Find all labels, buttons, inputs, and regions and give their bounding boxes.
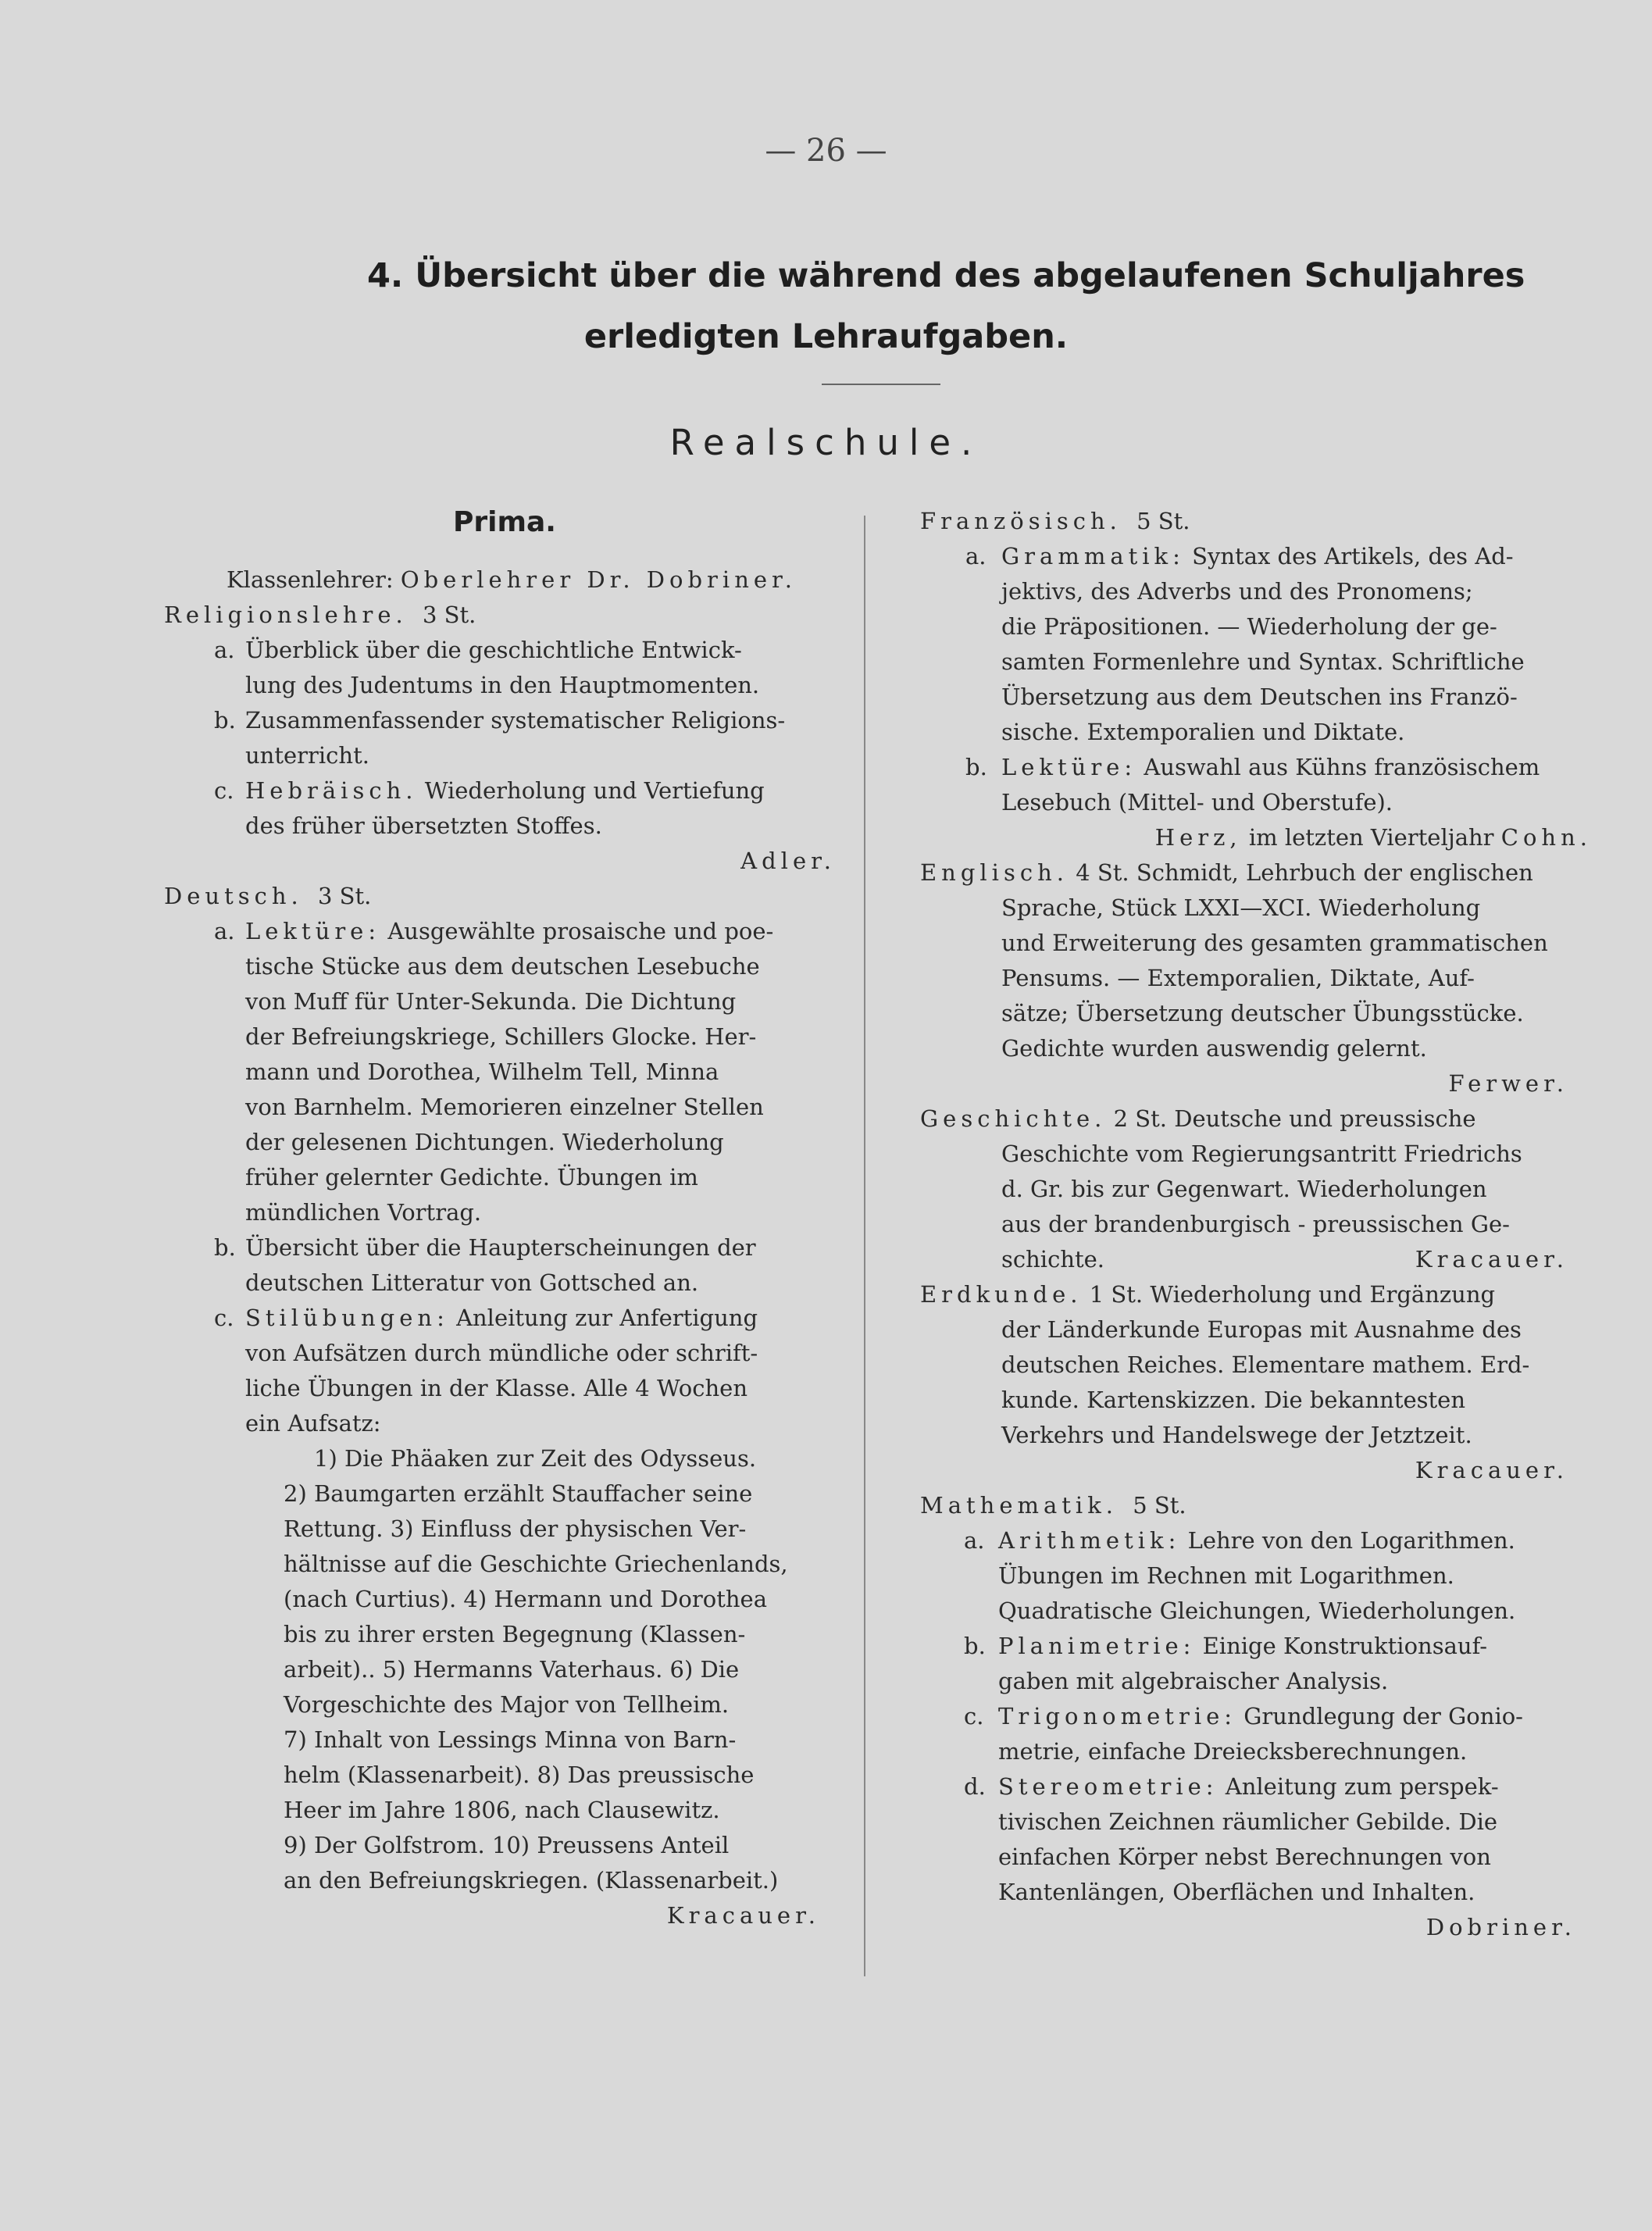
class-teacher-name: Oberlehrer Dr. Dobriner. xyxy=(400,566,797,593)
text-line xyxy=(164,984,836,1019)
right-column xyxy=(920,504,1592,1945)
topic-1: 1) Die Phäaken zur Zeit des Odysseus. xyxy=(314,1445,757,1472)
topic-line xyxy=(164,1547,836,1582)
topic-10: helm (Klassenarbeit). 8) Das preussische xyxy=(284,1762,755,1788)
text-line xyxy=(920,1804,1592,1840)
text-line xyxy=(164,773,836,809)
franz-title: Französisch. xyxy=(920,508,1122,534)
text-line xyxy=(164,1160,836,1195)
franz-teacher-line xyxy=(1155,820,1592,855)
topic-line xyxy=(164,1722,836,1758)
text-line xyxy=(164,1371,836,1406)
mathematik-c-1: Grundlegung der Gonio- xyxy=(1243,1703,1523,1729)
erdkunde-teacher: Kracauer. xyxy=(1415,1457,1568,1483)
text-line xyxy=(164,1055,836,1090)
mathematik-title: Mathematik. xyxy=(920,1492,1118,1519)
text-line xyxy=(920,785,1592,820)
text-line xyxy=(920,1312,1592,1348)
topic-13: an den Befreiungskriegen. (Klassenarbeit.) xyxy=(284,1867,779,1894)
deutsch-b-1: Übersicht über die Haupterscheinungen der xyxy=(245,1234,756,1261)
topic-3: Rettung. 3) Einfluss der physischen Ver- xyxy=(284,1515,747,1542)
mathematik-b-title: Planimetrie: xyxy=(998,1633,1196,1659)
franz-a-5: Übersetzung aus dem Deutschen ins Franzö- xyxy=(1001,684,1518,710)
mathematik-b-1: Einige Konstruktionsauf- xyxy=(1202,1633,1488,1659)
item-label: b. xyxy=(214,707,236,734)
deutsch-a-9: mündlichen Vortrag. xyxy=(245,1199,482,1226)
franz-b-title: Lektüre: xyxy=(1001,754,1137,780)
deutsch-a-6: von Barnhelm. Memorieren einzelner Stellen xyxy=(245,1094,764,1120)
mathematik-d-2: tivischen Zeichnen räumlicher Gebilde. Die xyxy=(998,1808,1498,1835)
mathematik-teacher: Dobriner. xyxy=(1425,1914,1576,1940)
religion-teacher: Adler. xyxy=(740,848,836,874)
item-label: a. xyxy=(964,1527,985,1554)
column-divider xyxy=(864,516,865,1976)
deutsch-hours: 3 St. xyxy=(317,883,372,909)
franz-a-title: Grammatik: xyxy=(1001,543,1185,569)
englisch-5: sätze; Übersetzung deutscher Übungsstücke. xyxy=(1001,1000,1524,1026)
deutsch-a-3: von Muff für Unter-Sekunda. Die Dichtung xyxy=(245,988,737,1015)
text-line xyxy=(920,680,1592,715)
text-line xyxy=(164,1019,836,1055)
englisch-4: Pensums. — Extemporalien, Diktate, Auf- xyxy=(1001,965,1475,991)
franz-a-3: die Präpositionen. — Wiederholung der ge- xyxy=(1001,613,1497,640)
text-line xyxy=(164,1125,836,1160)
item-label: b. xyxy=(964,1633,986,1659)
item-label: c. xyxy=(214,1305,234,1331)
text-line xyxy=(920,1348,1592,1383)
englisch-title: Englisch. xyxy=(920,859,1069,886)
englisch-3: und Erweiterung des gesamten grammatischen xyxy=(1001,930,1548,956)
topic-line xyxy=(164,1582,836,1617)
text-line xyxy=(164,703,836,738)
religion-c-title: Hebräisch. xyxy=(245,777,418,804)
topic-line xyxy=(164,1441,836,1476)
deutsch-heading xyxy=(164,879,836,914)
religion-b-2: unterricht. xyxy=(245,742,369,769)
deutsch-b-2: deutschen Litteratur von Gottsched an. xyxy=(245,1269,699,1296)
text-line xyxy=(920,1418,1592,1453)
heading-line-1: 4. Übersicht über die während des abgelaufenen Schuljahres xyxy=(367,256,1525,295)
geschichte-4: aus der brandenburgisch - preussischen Ge- xyxy=(1001,1211,1510,1237)
text-line xyxy=(164,1090,836,1125)
franz-b-2: Lesebuch (Mittel- und Oberstufe). xyxy=(1001,789,1393,816)
text-line xyxy=(920,1172,1592,1207)
text-line xyxy=(920,1629,1592,1664)
erdkunde-5: Verkehrs und Handelswege der Jetztzeit. xyxy=(1001,1422,1472,1448)
mathematik-c-2: metrie, einfache Dreiecksberechnungen. xyxy=(998,1738,1468,1765)
topic-8: Vorgeschichte des Major von Tellheim. xyxy=(284,1691,730,1718)
deutsch-teacher: Kracauer. xyxy=(666,1902,820,1929)
heading-line-2: erledigten Lehraufgaben. xyxy=(583,317,1069,356)
text-line xyxy=(164,1406,836,1441)
erdkunde-3: deutschen Reiches. Elementare mathem. Erd- xyxy=(1001,1351,1530,1378)
text-line xyxy=(920,1523,1592,1558)
text-line xyxy=(920,574,1592,609)
class-teacher-line xyxy=(164,562,836,598)
deutsch-a-5: mann und Dorothea, Wilhelm Tell, Minna xyxy=(245,1058,719,1085)
text-line xyxy=(920,1137,1592,1172)
franz-teacher-2: Cohn. xyxy=(1500,824,1592,851)
religion-title: Religionslehre. xyxy=(164,601,408,628)
item-label: c. xyxy=(214,777,234,804)
topic-line xyxy=(164,1758,836,1793)
deutsch-c-1: Anleitung zur Anfertigung xyxy=(456,1305,758,1331)
item-label: c. xyxy=(964,1703,984,1729)
erdkunde-1: 1 St. Wiederholung und Ergänzung xyxy=(1089,1281,1496,1308)
franz-hours: 5 St. xyxy=(1136,508,1190,534)
franz-a-1: Syntax des Artikels, des Ad- xyxy=(1192,543,1514,569)
deutsch-c-4: ein Aufsatz: xyxy=(245,1410,381,1437)
mathematik-a-3: Quadratische Gleichungen, Wiederholungen. xyxy=(998,1597,1516,1624)
item-label: b. xyxy=(965,754,987,780)
erdkunde-2: der Länderkunde Europas mit Ausnahme des xyxy=(1001,1316,1522,1343)
englisch-2: Sprache, Stück LXXI—XCI. Wiederholung xyxy=(1001,894,1481,921)
teacher-line xyxy=(164,1898,836,1933)
religion-a-2: lung des Judentums in den Hauptmomenten. xyxy=(245,672,760,698)
mathematik-hours: 5 St. xyxy=(1133,1492,1186,1519)
item-label: d. xyxy=(964,1773,986,1800)
topic-line xyxy=(164,1687,836,1722)
item-label: a. xyxy=(214,918,235,944)
religion-heading xyxy=(164,598,836,633)
deutsch-a-2: tische Stücke aus dem deutschen Lesebuche xyxy=(245,953,760,980)
topic-7: arbeit).. 5) Hermanns Vaterhaus. 6) Die xyxy=(284,1656,740,1683)
mathematik-d-4: Kantenlängen, Oberflächen und Inhalten. xyxy=(998,1879,1475,1905)
text-line xyxy=(164,809,836,844)
text-line xyxy=(920,644,1592,680)
geschichte-teacher: Kracauer. xyxy=(1415,1246,1568,1273)
franz-a-2: jektivs, des Adverbs und des Pronomens; xyxy=(1001,578,1473,605)
left-column xyxy=(164,562,836,1933)
text-line xyxy=(920,1664,1592,1699)
englisch-6: Gedichte wurden auswendig gelernt. xyxy=(1001,1035,1427,1062)
topic-12: 9) Der Golfstrom. 10) Preussens Anteil xyxy=(284,1832,730,1858)
topic-5: (nach Curtius). 4) Hermann und Dorothea xyxy=(284,1586,767,1612)
text-line xyxy=(920,1031,1592,1066)
text-line xyxy=(920,1840,1592,1875)
text-line xyxy=(164,1336,836,1371)
mathematik-c-title: Trigonometrie: xyxy=(998,1703,1237,1729)
text-line xyxy=(920,609,1592,644)
religion-hours: 3 St. xyxy=(422,601,476,628)
mathematik-d-1: Anleitung zum perspek- xyxy=(1225,1773,1499,1800)
deutsch-title: Deutsch. xyxy=(164,883,303,909)
mathematik-a-2: Übungen im Rechnen mit Logarithmen. xyxy=(998,1562,1454,1589)
text-line xyxy=(920,891,1592,926)
deutsch-a-1: Ausgewählte prosaische und poe- xyxy=(387,918,774,944)
franz-teacher-note: im letzten Vierteljahr xyxy=(1248,824,1494,851)
text-line xyxy=(920,1875,1592,1910)
item-label: a. xyxy=(214,637,235,663)
text-line xyxy=(164,1230,836,1265)
topic-2: 2) Baumgarten erzählt Stauffacher seine xyxy=(284,1480,753,1507)
geschichte-title: Geschichte. xyxy=(920,1105,1107,1132)
text-line xyxy=(164,949,836,984)
text-line xyxy=(164,668,836,703)
text-line xyxy=(920,855,1592,891)
text-line xyxy=(920,1558,1592,1594)
mathematik-b-2: gaben mit algebraischer Analysis. xyxy=(998,1668,1389,1694)
text-line xyxy=(920,715,1592,750)
mathematik-d-title: Stereometrie: xyxy=(998,1773,1218,1800)
englisch-1: 4 St. Schmidt, Lehrbuch der englischen xyxy=(1076,859,1533,886)
teacher-line xyxy=(920,820,1592,855)
erdkunde-4: kunde. Kartenskizzen. Die bekanntesten xyxy=(1001,1387,1466,1413)
text-line xyxy=(164,738,836,773)
topic-6: bis zu ihrer ersten Begegnung (Klassen- xyxy=(284,1621,746,1647)
deutsch-a-title: Lektüre: xyxy=(245,918,381,944)
religion-b-1: Zusammenfassender systematischer Religions- xyxy=(245,707,786,734)
topic-line xyxy=(164,1828,836,1863)
text-line xyxy=(920,1699,1592,1734)
topic-line xyxy=(164,1793,836,1828)
topic-4: hältnisse auf die Geschichte Griechenlands, xyxy=(284,1551,788,1577)
erdkunde-title: Erdkunde. xyxy=(920,1281,1083,1308)
text-line xyxy=(164,1265,836,1301)
topic-line xyxy=(164,1863,836,1898)
deutsch-c-title: Stilübungen: xyxy=(245,1305,449,1331)
deutsch-c-2: von Aufsätzen durch mündliche oder schrift- xyxy=(245,1340,758,1366)
page-number: — 26 — xyxy=(765,133,887,169)
topic-line xyxy=(164,1652,836,1687)
deutsch-a-8: früher gelernter Gedichte. Übungen im xyxy=(245,1164,698,1190)
text-line xyxy=(920,996,1592,1031)
topic-11: Heer im Jahre 1806, nach Clausewitz. xyxy=(284,1797,720,1823)
teacher-line xyxy=(920,1910,1592,1945)
franz-a-4: samten Formenlehre und Syntax. Schriftliche xyxy=(1001,648,1525,675)
item-label: a. xyxy=(965,543,987,569)
text-line xyxy=(164,914,836,949)
deutsch-c-3: liche Übungen in der Klasse. Alle 4 Wochen xyxy=(245,1375,748,1401)
mathematik-a-1: Lehre von den Logarithmen. xyxy=(1187,1527,1515,1554)
geschichte-1: 2 St. Deutsche und preussische xyxy=(1113,1105,1476,1132)
topic-line xyxy=(164,1512,836,1547)
franz-b-1: Auswahl aus Kühns französischem xyxy=(1144,754,1540,780)
text-line xyxy=(920,750,1592,785)
franz-heading xyxy=(920,504,1592,539)
deutsch-a-4: der Befreiungskriege, Schillers Glocke. Her- xyxy=(245,1023,757,1050)
religion-c-2: des früher übersetzten Stoffes. xyxy=(245,812,602,839)
geschichte-5: schichte. xyxy=(1001,1246,1105,1273)
text-line xyxy=(920,1734,1592,1769)
text-line xyxy=(164,1195,836,1230)
text-line xyxy=(920,926,1592,961)
item-label: b. xyxy=(214,1234,236,1261)
text-line xyxy=(920,1769,1592,1804)
text-line xyxy=(920,1207,1592,1242)
topic-line xyxy=(164,1476,836,1512)
religion-c-1: Wiederholung und Vertiefung xyxy=(424,777,765,804)
topic-9: 7) Inhalt von Lessings Minna von Barn- xyxy=(284,1726,737,1753)
text-line xyxy=(920,1242,1592,1277)
text-line xyxy=(920,961,1592,996)
teacher-line xyxy=(164,844,836,879)
teacher-line xyxy=(920,1066,1592,1101)
text-line xyxy=(920,1594,1592,1629)
text-line xyxy=(164,633,836,668)
text-line xyxy=(920,539,1592,574)
text-line xyxy=(164,1301,836,1336)
text-line xyxy=(920,1101,1592,1137)
mathematik-a-title: Arithmetik: xyxy=(998,1527,1181,1554)
geschichte-2: Geschichte vom Regierungsantritt Friedrichs xyxy=(1001,1140,1522,1167)
teacher-line xyxy=(920,1453,1592,1488)
mathematik-d-3: einfachen Körper nebst Berechnungen von xyxy=(998,1844,1491,1870)
religion-a-1: Überblick über die geschichtliche Entwick- xyxy=(245,637,742,663)
deutsch-a-7: der gelesenen Dichtungen. Wiederholung xyxy=(245,1129,724,1155)
text-line xyxy=(920,1383,1592,1418)
class-title: Prima. xyxy=(453,506,556,538)
heading-rule xyxy=(822,384,940,385)
topic-line xyxy=(164,1617,836,1652)
class-teacher-label: Klassenlehrer: xyxy=(227,566,394,593)
school-title: Realschule. xyxy=(669,422,983,463)
text-line xyxy=(920,1277,1592,1312)
englisch-teacher: Ferwer. xyxy=(1448,1070,1568,1097)
franz-a-6: sische. Extemporalien und Diktate. xyxy=(1001,719,1405,745)
geschichte-3: d. Gr. bis zur Gegenwart. Wiederholungen xyxy=(1001,1176,1487,1202)
franz-teacher-1: Herz, xyxy=(1154,824,1242,851)
mathematik-heading xyxy=(920,1488,1592,1523)
